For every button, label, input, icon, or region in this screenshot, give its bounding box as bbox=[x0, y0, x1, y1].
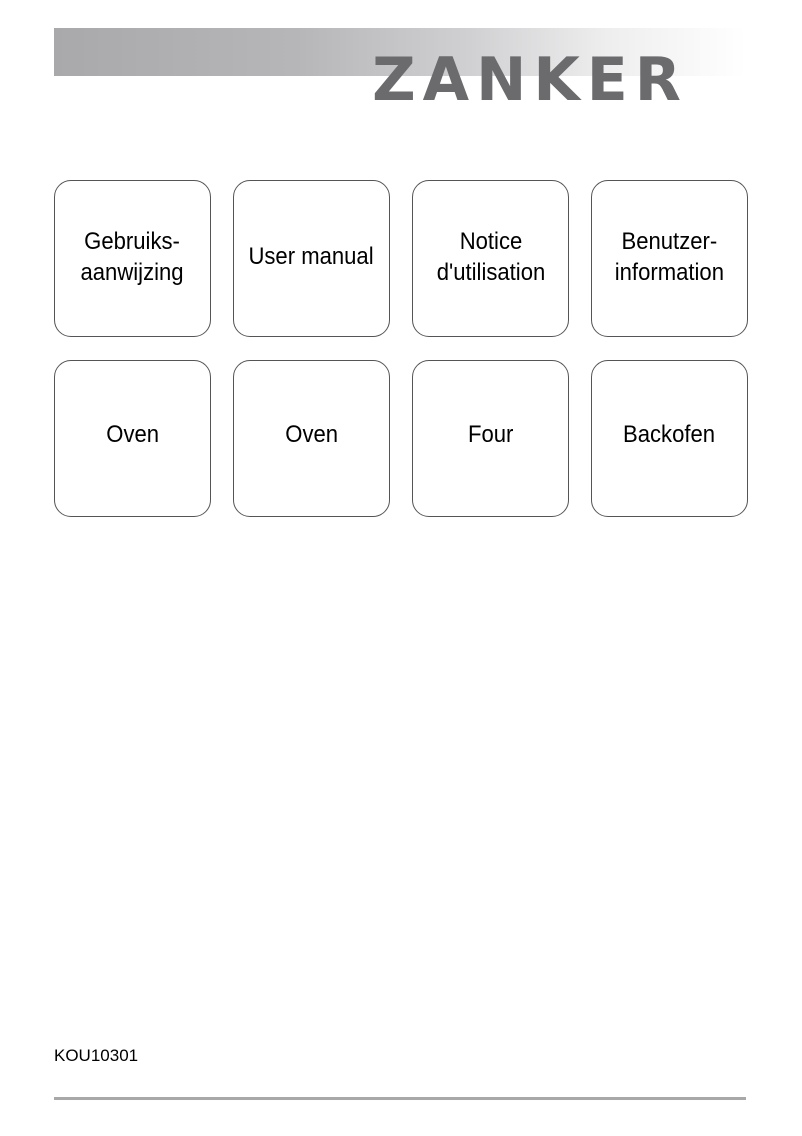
product-name-box-nl bbox=[54, 360, 211, 517]
manual-title-fr: Notice d'utilisation bbox=[436, 227, 545, 286]
manual-title-nl: Gebruiks- aanwijzing bbox=[80, 227, 185, 286]
product-name-nl: Oven bbox=[106, 421, 159, 448]
manual-title-en: User manual bbox=[248, 243, 375, 270]
language-grid bbox=[54, 180, 747, 517]
manual-title-box-fr bbox=[412, 180, 569, 337]
product-name-fr: Four bbox=[467, 421, 514, 448]
product-name-box-fr bbox=[412, 360, 569, 517]
brand-logo: ZANKER bbox=[372, 45, 688, 115]
manual-title-box-en bbox=[233, 180, 390, 337]
product-name-en: Oven bbox=[285, 421, 338, 448]
footer-divider bbox=[54, 1097, 746, 1100]
document-code: KOU10301 bbox=[54, 1046, 139, 1065]
manual-title-box-de bbox=[591, 180, 748, 337]
header-banner bbox=[54, 28, 746, 115]
manual-title-box-nl bbox=[54, 180, 211, 337]
manual-title-de: Benutzer- information bbox=[614, 227, 725, 286]
product-name-box-de bbox=[591, 360, 748, 517]
product-name-box-en bbox=[233, 360, 390, 517]
product-name-de: Backofen bbox=[623, 421, 716, 448]
